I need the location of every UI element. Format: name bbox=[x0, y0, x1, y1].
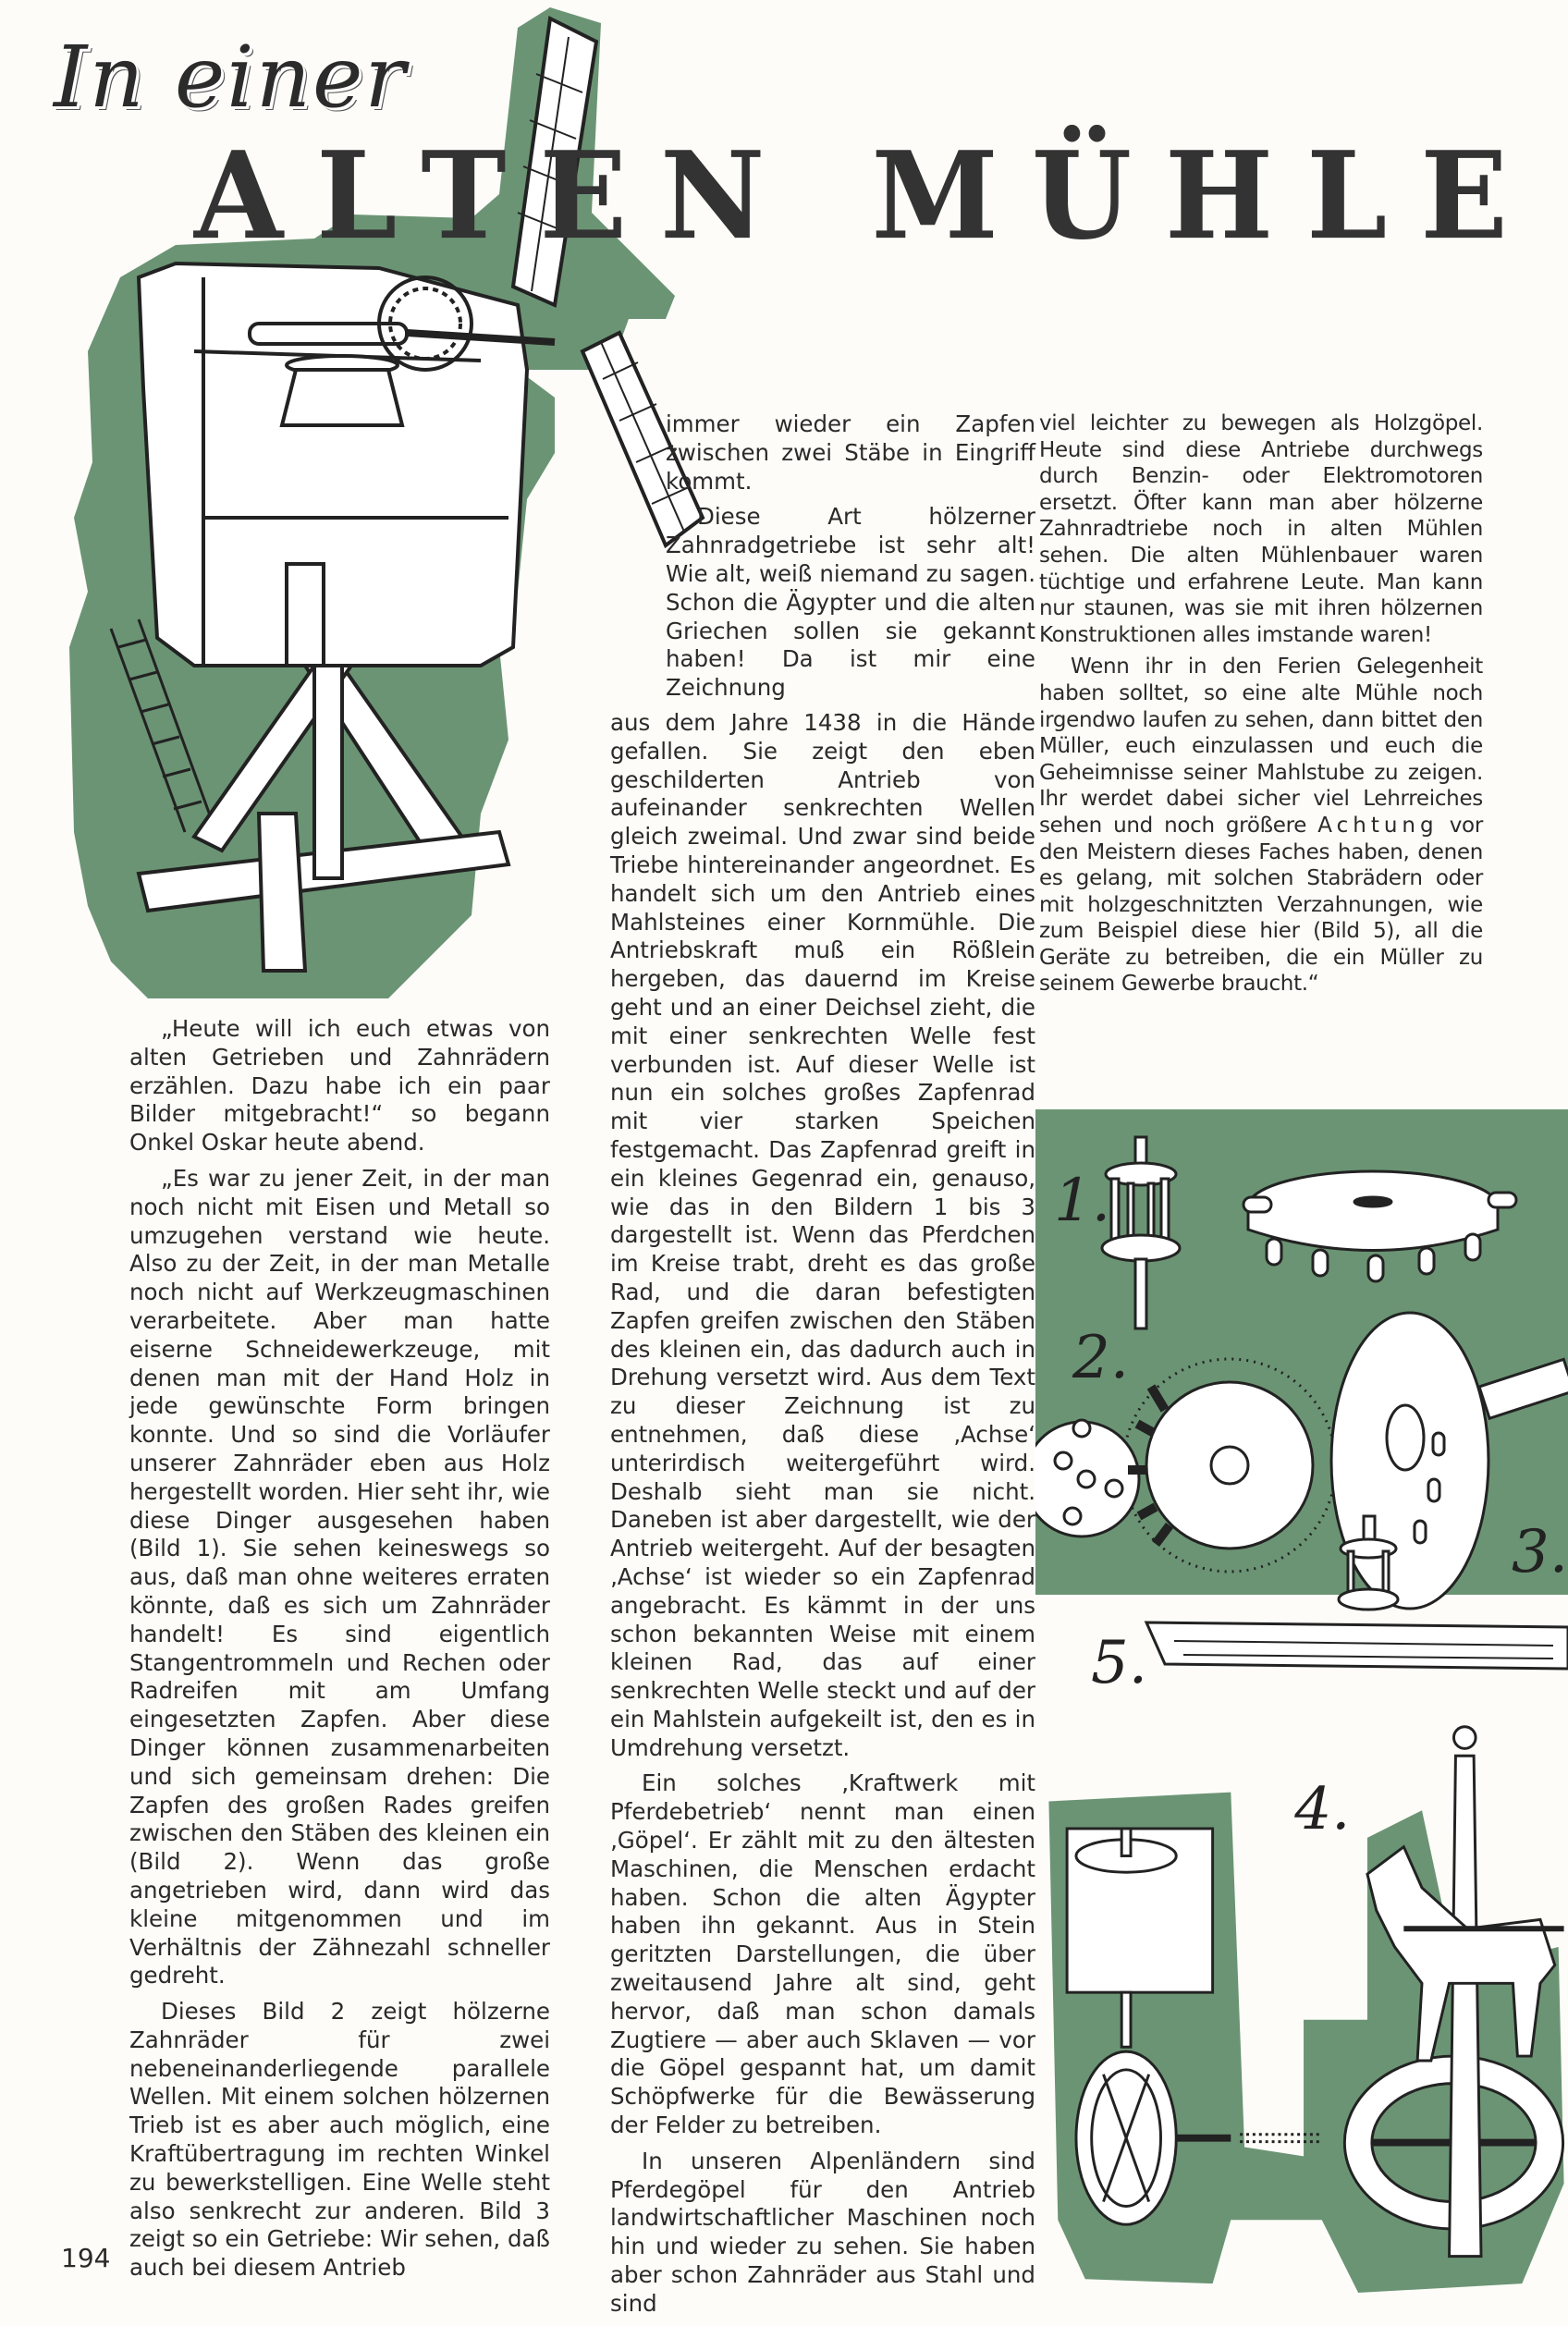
wooden-teeth-bild-5 bbox=[1146, 1622, 1568, 1669]
paragraph: aus dem Jahre 1438 in die Hände gefallen. Sie zeigt den eben geschilderten Antrieb von aufeinander senkrechten Wellen gleich zweimal. Und zwar sind beide Triebe hintereinander angeordnet. Es handelt sich um den Antrieb eines Mahlsteines einer Kornmühle. Die Antriebskraft muß ein Rößlein hergeben, das dauernd im Kreise geht und an einer Deichsel zieht, die mit einer senkrechten Welle fest verbunden ist. Auf dieser Welle ist nun ein solches großes Zapfenrad mit vier starken Speichen festgemacht. Das Zapfenrad greift in ein kleines Gegenrad ein, genauso, wie das in den Bildern 1 bis 3 dargestellt ist. Wenn das Pferdchen im Kreise trabt, dreht es das große Rad, und die daran befestigten Zapfen greifen zwischen den Stäben des kleinen ein, das dadurch auch in Drehung versetzt wird. Aus dem Text zu dieser Zeichnung ist zu entnehmen, daß diese ‚Achse‘ unterirdisch weitergeführt wird. Deshalb sieht man sie nicht. Daneben ist aber dargestellt, wie der Antrieb weitergeht. Auf der besagten ‚Achse‘ ist wieder so ein Zapfenrad angebracht. Es kämmt in der uns schon bekannten Weise mit einem kleinen Rad, das auf einer senkrechten Welle steckt und auf der ein Mahlstein aufgekeilt ist, den es in Umdrehung versetzt. bbox=[610, 709, 1035, 1761]
article-column-1 bbox=[129, 1015, 550, 2290]
paragraph bbox=[1039, 654, 1483, 998]
horse-gin-illustration bbox=[1045, 1710, 1568, 2293]
figure-label: 5. bbox=[1091, 1629, 1148, 1697]
article-column-2-top bbox=[666, 410, 1035, 710]
paragraph: „Es war zu jener Zeit, in der man noch nicht mit Eisen und Metall so umzugehen verstand wie heute. Also zu der Zeit, in der man Metalle noch nicht auf Werkzeugmaschinen verarbeitete. Aber man hatte eiserne Schneidewerkzeuge, mit denen man mit der Hand Holz in jede gewünschte Form bringen konnte. Und so sind die Vorläufer unserer Zahnräder eben aus Holz hergestellt worden. Hier seht ihr, wie diese Dinger ausgesehen haben (Bild 1). Sie sehen keineswegs so aus, daß man ohne weiteres erraten könnte, daß es sich um Zahnräder handelt! Es sind eigentlich Stangentrommeln und Rechen oder Radreifen mit am Umfang eingesetzten Zapfen. Aber diese Dinger können zusammenarbeiten und sich gemeinsam drehen: Die Zapfen des großen Rades greifen zwischen den Stäben des kleinen ein (Bild 2). Wenn das große angetrieben wird, dann wird das kleine mitgenommen und im Verhältnis der Zähnezahl schneller gedreht. bbox=[129, 1164, 550, 1989]
figure-label: 4. bbox=[1294, 1774, 1351, 1842]
paragraph: viel leichter zu bewegen als Holzgöpel. Heute sind diese Antriebe durchwegs durch Benzin- oder Elektromotoren ersetzt. Öfter kann man aber hölzerne Zahnradtriebe noch in alten Mühlen sehen. Die alten Mühlenbauer waren tüchtige und erfahrene Leute. Man kann nur staunen, was sie mit ihren hölzernen Konstruktionen alles imstande waren! bbox=[1039, 411, 1483, 647]
paragraph: Ein solches ‚Kraftwerk mit Pferdebetrieb‘ nennt man einen ‚Göpel‘. Er zählt mit zu den ältesten Maschinen, die Menschen erdacht haben. Schon die alten Ägypter haben ihn gekannt. Aus in Stein geritzten Darstellungen, die über zweitausend Jahre alt sind, geht hervor, daß man schon damals Zugtiere — aber auch Sklaven — vor die Göpel gespannt hat, um damit Schöpfwerke für die Bewässerung der Felder zu betreiben. bbox=[610, 1769, 1035, 2139]
paragraph-part: Wenn ihr in den Ferien Gelegenheit haben solltet, so eine alte Mühle noch irgendwo laufen zu sehen, dann bittet den Müller, euch einzulassen und euch die Geheimnisse seiner Mahlstube zu zeigen. Ihr werdet dabei sicher viel Lehrreiches sehen und noch größere bbox=[1039, 655, 1483, 838]
title-script-line: In einer bbox=[54, 28, 408, 127]
paragraph: immer wieder ein Zapfen zwischen zwei Stäbe in Eingriff kommt. bbox=[666, 410, 1035, 495]
article-column-3 bbox=[1039, 410, 1483, 1003]
gears-illustration bbox=[1035, 1109, 1568, 1710]
figure-label: 1. bbox=[1054, 1167, 1111, 1235]
page-number: 194 bbox=[61, 2243, 111, 2273]
vertical-shaft bbox=[1450, 1727, 1481, 2257]
paragraph-part: vor den Meistern dieses Faches haben, denen es gelang, mit solchen Stabrädern oder mit holzgeschnitzten Verzahnungen, wie zum Beispiel diese hier (Bild 5), all die Geräte zu betreiben, die ein Müller zu seinem Gewerbe braucht.“ bbox=[1039, 813, 1483, 997]
figure-label: 3. bbox=[1512, 1518, 1568, 1586]
windmill-house bbox=[139, 263, 555, 666]
figure-label: 2. bbox=[1072, 1324, 1130, 1392]
paragraph: In unseren Alpenländern sind Pferdegöpel für den Antrieb landwirtschaftlicher Maschinen noch hin und wieder zu sehen. Sie haben aber schon Zahnräder aus Stahl und sind bbox=[610, 2147, 1035, 2317]
emphasized-word: Achtung bbox=[1317, 813, 1439, 838]
paragraph: Diese Art hölzerner Zahnradgetriebe ist sehr alt! Wie alt, weiß niemand zu sagen. Schon die Ägypter und die alten Griechen sollen sie gekannt haben! Da ist mir eine Zeichnung bbox=[666, 503, 1035, 702]
article-column-2-bottom bbox=[610, 709, 1035, 2326]
paragraph: Dieses Bild 2 zeigt hölzerne Zahnräder für zwei nebeneinanderliegende parallele Wellen. Mit einem solchen hölzernen Trieb ist es aber auch möglich, eine Kraftübertragung im rechten Winkel zu bewerkstelligen. Eine Welle steht also senkrecht zur anderen. Bild 3 zeigt so ein Getriebe: Wir sehen, daß auch bei diesem Antrieb bbox=[129, 1998, 550, 2282]
title-main-line: ALTEN MÜHLE bbox=[194, 126, 1541, 267]
paragraph: „Heute will ich euch etwas von alten Getrieben und Zahnrädern erzählen. Dazu habe ich ein paar Bilder mitgebracht!“ so begann Onkel Oskar heute abend. bbox=[129, 1015, 550, 1157]
